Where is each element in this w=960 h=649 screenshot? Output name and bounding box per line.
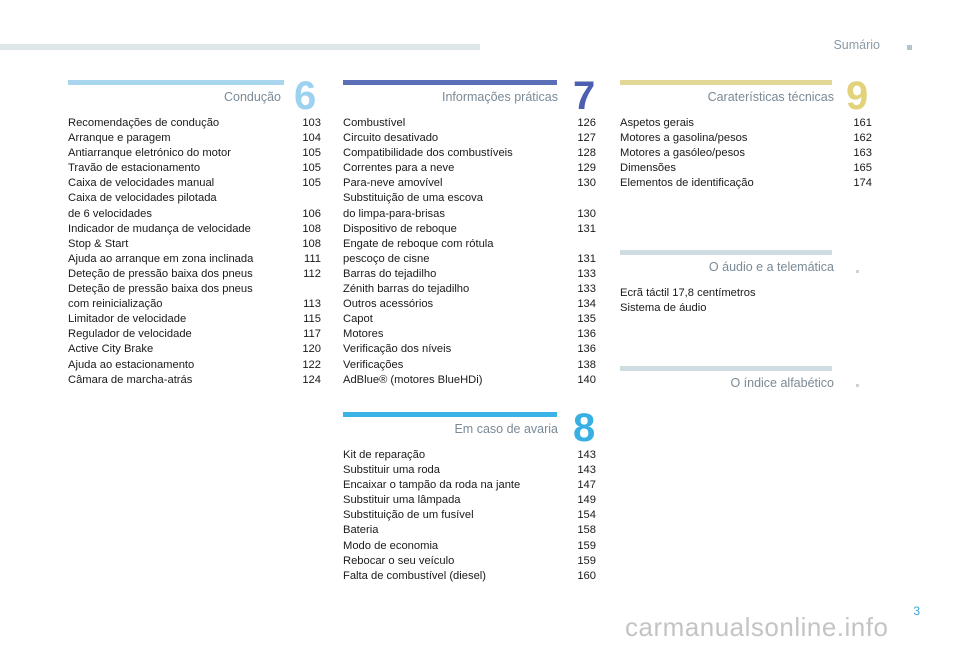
toc-entry-title: Outros acessórios <box>343 298 434 311</box>
toc-entry-page: 136 <box>577 343 596 356</box>
toc-entry-title: Arranque e paragem <box>68 132 171 145</box>
toc-entry-title: Verificações <box>343 358 404 371</box>
toc-entry-page: 122 <box>302 358 321 371</box>
toc-entry-page: 149 <box>577 494 596 507</box>
toc-entry[interactable] <box>343 448 596 463</box>
toc-entry-page: 131 <box>577 252 596 265</box>
section-title: Condução <box>224 90 281 104</box>
toc-entry[interactable] <box>68 191 321 221</box>
toc-entry[interactable] <box>68 282 321 312</box>
toc-entry-title: AdBlue® (motores BlueHDi) <box>343 373 483 386</box>
toc-entry-page: 161 <box>853 117 872 129</box>
toc-entry[interactable] <box>68 342 321 357</box>
toc-entry-title: Câmara de marcha-atrás <box>68 373 193 386</box>
toc-entry-page: 158 <box>577 524 596 537</box>
toc-entry-page: 108 <box>302 237 321 250</box>
toc-entry-title: Ajuda ao estacionamento <box>68 358 195 371</box>
toc-list <box>343 448 596 584</box>
toc-entry-title: Deteção de pressão baixa dos pneus <box>68 267 253 280</box>
toc-entry-page: 140 <box>577 373 596 386</box>
toc-entry[interactable] <box>343 297 596 312</box>
toc-entry[interactable] <box>343 463 596 478</box>
toc-entry[interactable] <box>620 176 872 191</box>
toc-entry-title: Antiarranque eletrónico do motor <box>68 147 231 160</box>
toc-entry-title: Sistema de áudio <box>620 302 707 315</box>
toc-entry[interactable] <box>343 191 596 221</box>
toc-entry-title: Kit de reparação <box>343 449 426 461</box>
toc-entry-title: Motores a gasóleo/pesos <box>620 147 746 160</box>
section-title: O índice alfabético <box>730 376 834 390</box>
header-bullet <box>907 45 912 50</box>
toc-entry[interactable] <box>68 131 321 146</box>
toc-entry-page: 112 <box>303 267 321 280</box>
toc-entry-page: 126 <box>577 117 596 129</box>
toc-entry-page: 111 <box>303 252 321 265</box>
toc-entry-page: 106 <box>302 207 321 220</box>
toc-entry-page: 134 <box>577 298 596 311</box>
section-bar <box>620 80 832 85</box>
section-bar <box>620 250 832 255</box>
section-bar <box>343 412 557 417</box>
toc-entry-page: 117 <box>303 328 321 341</box>
toc-entry-title: Correntes para a neve <box>343 162 455 175</box>
toc-entry-title: Deteção de pressão baixa dos pneus com reinicialização <box>68 283 253 311</box>
toc-entry[interactable] <box>68 222 321 237</box>
section-number: 7 <box>573 74 596 118</box>
toc-entry-page: 160 <box>577 569 596 582</box>
section-bullet <box>856 384 859 387</box>
toc-entry-title: Substituição de uma escova do limpa-para-brisas <box>343 192 483 220</box>
toc-entry-page: 165 <box>853 162 872 175</box>
toc-entry-title: Falta de combustível (diesel) <box>343 569 487 582</box>
toc-entry-page: 174 <box>853 177 872 190</box>
section-title: Caraterísticas técnicas <box>707 90 834 104</box>
toc-entry-title: Engate de reboque com rótula pescoço de cisne <box>343 237 494 265</box>
toc-entry-title: Encaixar o tampão da roda na jante <box>343 479 521 492</box>
section-bar <box>68 80 284 85</box>
toc-entry-page: 113 <box>303 298 321 311</box>
toc-entry[interactable] <box>620 146 872 161</box>
toc-entry[interactable] <box>68 327 321 342</box>
toc-entry[interactable] <box>343 327 596 342</box>
toc-entry-title: Motores a gasolina/pesos <box>620 132 748 145</box>
toc-entry-title: Aspetos gerais <box>620 117 695 129</box>
toc-entry[interactable] <box>343 131 596 146</box>
section-title: Informações práticas <box>441 90 558 104</box>
toc-entry-title: Substituir uma roda <box>343 464 441 477</box>
toc-entry-title: Zénith barras do tejadilho <box>343 283 470 296</box>
toc-entry-page: 128 <box>577 147 596 160</box>
toc-entry[interactable] <box>343 554 596 569</box>
toc-entry-page: 104 <box>302 132 321 145</box>
toc-entry-page: 131 <box>577 222 596 235</box>
toc-entry[interactable] <box>343 508 596 523</box>
toc-entry-title: Substituir uma lâmpada <box>343 494 461 507</box>
toc-entry-title: Combustível <box>343 117 406 129</box>
toc-entry-page: 159 <box>577 539 596 552</box>
toc-entry[interactable] <box>343 116 596 131</box>
watermark: carmanualsonline.info <box>625 612 889 642</box>
section-bar <box>343 80 557 85</box>
toc-entry[interactable] <box>343 569 596 584</box>
toc-entry[interactable] <box>343 539 596 554</box>
toc-entry-title: Indicador de mudança de velocidade <box>68 222 251 235</box>
toc-entry[interactable] <box>343 267 596 282</box>
toc-entry-page: 133 <box>577 283 596 296</box>
section-bar <box>620 366 832 371</box>
toc-entry[interactable] <box>620 161 872 176</box>
toc-entry[interactable] <box>620 301 872 316</box>
toc-list <box>343 116 596 388</box>
toc-entry-title: Caixa de velocidades manual <box>68 177 215 190</box>
toc-entry-page: 135 <box>577 313 596 326</box>
toc-entry-title: Dispositivo de reboque <box>343 222 457 235</box>
toc-entry-page: 115 <box>303 313 321 326</box>
toc-entry[interactable] <box>68 252 321 267</box>
toc-entry-title: Circuito desativado <box>343 132 439 145</box>
toc-entry[interactable] <box>620 116 872 131</box>
toc-entry-title: Regulador de velocidade <box>68 328 192 341</box>
toc-entry[interactable] <box>343 282 596 297</box>
toc-entry-page: 133 <box>577 267 596 280</box>
toc-entry-page: 147 <box>577 479 596 492</box>
toc-entry-page: 105 <box>302 162 321 175</box>
toc-list <box>68 116 321 388</box>
toc-entry[interactable] <box>620 286 872 301</box>
toc-entry-page: 130 <box>577 177 596 190</box>
toc-entry-title: Modo de economia <box>343 539 439 552</box>
toc-entry-page: 163 <box>853 147 872 160</box>
toc-entry-title: Ajuda ao arranque em zona inclinada <box>68 252 254 265</box>
toc-entry[interactable] <box>343 237 596 267</box>
header-bar <box>0 44 480 50</box>
toc-entry-title: Ecrã táctil 17,8 centímetros <box>620 287 756 299</box>
toc-entry-title: Capot <box>343 313 373 326</box>
section-title: O áudio e a telemática <box>708 260 834 274</box>
toc-entry-title: Dimensões <box>620 162 676 175</box>
toc-entry-title: Motores <box>343 328 384 341</box>
toc-entry[interactable] <box>343 523 596 538</box>
toc-entry-page: 138 <box>577 358 596 371</box>
toc-entry[interactable] <box>68 358 321 373</box>
toc-entry[interactable] <box>620 131 872 146</box>
toc-entry-page: 143 <box>577 449 596 461</box>
toc-entry-page: 108 <box>302 222 321 235</box>
page-number: 3 <box>913 604 920 618</box>
toc-entry[interactable] <box>68 161 321 176</box>
toc-entry-page: 143 <box>577 464 596 477</box>
toc-entry[interactable] <box>343 493 596 508</box>
toc-entry-page: 105 <box>302 147 321 160</box>
toc-entry[interactable] <box>68 373 321 388</box>
toc-entry-title: Bateria <box>343 524 379 537</box>
toc-entry-title: Para-neve amovível <box>343 177 443 190</box>
toc-entry-title: Elementos de identificação <box>620 177 754 190</box>
toc-entry[interactable] <box>68 237 321 252</box>
toc-entry-page: 124 <box>302 373 321 386</box>
toc-entry[interactable] <box>68 146 321 161</box>
toc-entry-page: 120 <box>302 343 321 356</box>
toc-entry-title: Substituição de um fusível <box>343 509 474 522</box>
toc-entry[interactable] <box>343 312 596 327</box>
toc-entry-title: Active City Brake <box>68 343 154 356</box>
toc-entry[interactable] <box>343 342 596 357</box>
toc-entry[interactable] <box>68 312 321 327</box>
toc-entry[interactable] <box>68 176 321 191</box>
toc-entry[interactable] <box>343 176 596 191</box>
toc-entry-page: 103 <box>302 117 321 129</box>
toc-entry-title: Barras do tejadilho <box>343 267 437 280</box>
toc-entry-page: 129 <box>577 162 596 175</box>
toc-entry[interactable] <box>68 267 321 282</box>
toc-entry-title: Stop & Start <box>68 237 129 250</box>
toc-entry-title: Rebocar o seu veículo <box>343 554 455 567</box>
toc-entry-page: 136 <box>577 328 596 341</box>
toc-entry-title: Limitador de velocidade <box>68 313 187 326</box>
toc-list <box>620 286 872 316</box>
toc-entry[interactable] <box>343 478 596 493</box>
toc-entry[interactable] <box>68 116 321 131</box>
toc-entry-page: 130 <box>577 207 596 220</box>
toc-entry-title: Travão de estacionamento <box>68 162 201 175</box>
toc-entry-page: 105 <box>302 177 321 190</box>
toc-entry[interactable] <box>343 146 596 161</box>
section-number: 8 <box>573 406 596 450</box>
toc-entry-page: 159 <box>577 554 596 567</box>
page-header-title: Sumário <box>833 38 880 52</box>
section-number: 6 <box>294 74 317 118</box>
toc-list <box>620 116 872 191</box>
toc-entry[interactable] <box>343 373 596 388</box>
toc-entry[interactable] <box>343 358 596 373</box>
toc-entry-title: Compatibilidade dos combustíveis <box>343 147 513 160</box>
toc-entry-page: 162 <box>853 132 872 145</box>
toc-entry-title: Verificação dos níveis <box>343 343 452 356</box>
toc-entry-title: Caixa de velocidades pilotada de 6 velocidades <box>68 192 217 220</box>
section-title: Em caso de avaria <box>454 422 558 436</box>
toc-entry[interactable] <box>343 161 596 176</box>
toc-entry-page: 154 <box>577 509 596 522</box>
section-bullet <box>856 270 859 273</box>
toc-entry[interactable] <box>343 222 596 237</box>
section-number: 9 <box>846 74 869 118</box>
toc-entry-page: 127 <box>577 132 596 145</box>
toc-entry-title: Recomendações de condução <box>68 117 220 129</box>
